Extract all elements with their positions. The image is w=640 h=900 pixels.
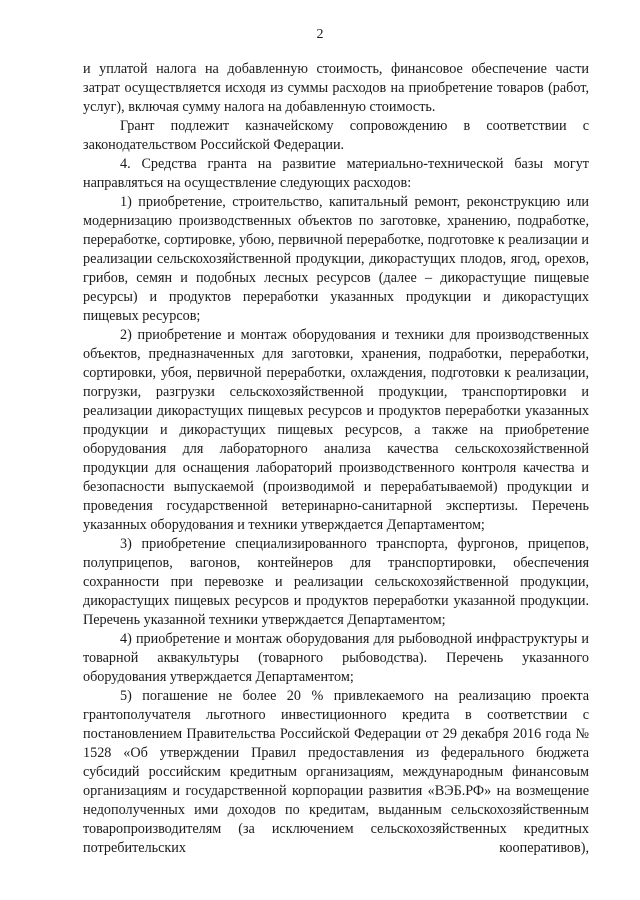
paragraph-item-2: 2) приобретение и монтаж оборудования и техники для производственных объектов, предназначенных для заготовки, хранения, подработки, переработки, сортировки, убоя, первичной переработки, охлаждения, подготовки к реализации, погрузки, разгрузки сельскохозяйственной продукции, транспортировки и реализации дикорастущих пищевых ресурсов и продуктов переработки указанных продукции и дикорастущих пищевых ресурсов, а также на приобретение оборудования для лабораторного анализа качества сельскохозяйственной продукции для оснащения лабораторий производственного контроля качества и безопасности выпускаемой (производимой и перерабатываемой) продукции и проведения государственной ветеринарно-санитарной экспертизы. Перечень указанных оборудования и техники утверждается Департаментом; — [83, 327, 589, 533]
page-number: 2 — [316, 27, 324, 42]
paragraph-item-5: 5) погашение не более 20 % привлекаемого на реализацию проекта грантополучателя льготного инвестиционного кредита в соответствии с постановлением Правительства Российской Федерации от 29 декабря 2016 года № 1528 «Об утверждении Правил предоставления из федерального бюджета субсидий российским кредитным организациям, международным финансовым организациям и государственной корпорации развития «ВЭБ.РФ» на возмещение недополученных ими доходов по кредитам, выданным сельскохозяйственным товаропроизводителям (за исключением сельскохозяйственных кредитных потребительских кооперативов), — [83, 688, 589, 856]
paragraph-item-3: 3) приобретение специализированного транспорта, фургонов, прицепов, полуприцепов, вагонов, контейнеров для транспортировки, обеспечения сохранности при перевозке и реализации сельскохозяйственной продукции, дикорастущих пищевых ресурсов и продуктов переработки указанной продукции. Перечень указанной техники утверждается Департаментом; — [83, 536, 589, 628]
paragraph-vat-continuation: и уплатой налога на добавленную стоимость, финансовое обеспечение части затрат осуществляется исходя из суммы расходов на приобретение товаров (работ, услуг), включая сумму налога на добавленную стоимость. — [83, 61, 589, 115]
paragraph-section-4-intro: 4. Средства гранта на развитие материально-технической базы могут направляться на осуществление следующих расходов: — [83, 156, 589, 191]
paragraph-item-1: 1) приобретение, строительство, капитальный ремонт, реконструкцию или модернизацию производственных объектов по заготовке, хранению, подработке, переработке, сортировке, убою, первичной переработке, подготовке к реализации и реализации сельскохозяйственной продукции, дикорастущих плодов, ягод, орехов, грибов, семян и подобных лесных ресурсов (далее – дикорастущие пищевые ресурсы) и продуктов переработки указанных продукции и дикорастущих пищевых ресурсов; — [83, 194, 589, 324]
paragraph-treasury-support: Грант подлежит казначейскому сопровождению в соответствии с законодательством Российской Федерации. — [83, 118, 589, 153]
document-body — [83, 60, 589, 858]
paragraph-item-4: 4) приобретение и монтаж оборудования для рыбоводной инфраструктуры и товарной аквакультуры (товарного рыбоводства). Перечень указанного оборудования утверждается Департаментом; — [83, 631, 589, 685]
